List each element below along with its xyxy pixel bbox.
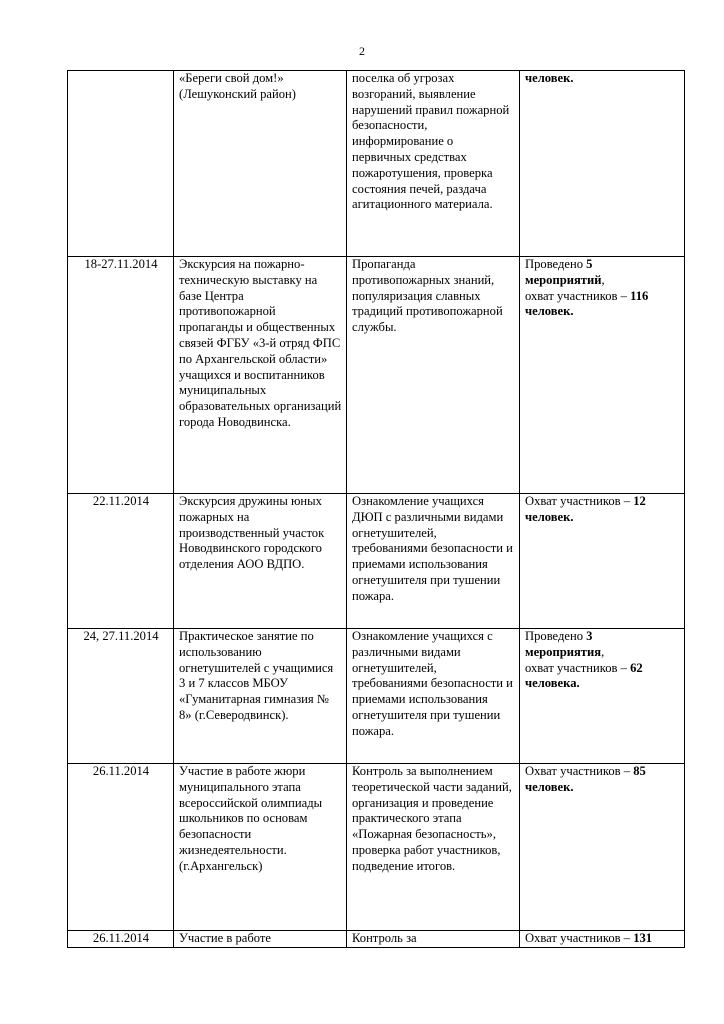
result-people: человек.: [525, 304, 574, 319]
content-cell: Контроль за: [347, 931, 520, 948]
result-people: человека.: [525, 676, 580, 691]
result-unit: мероприятий: [525, 272, 602, 287]
result-people: человек.: [525, 509, 574, 524]
date-cell: 26.11.2014: [68, 931, 174, 948]
content-cell: Контроль за выполнением теоретической части заданий, организация и проведение практического этапа «Пожарная безопасность», проверка работ участников, подведение итогов.: [347, 764, 520, 931]
date-cell: 26.11.2014: [68, 764, 174, 931]
result-unit: мероприятия: [525, 644, 602, 659]
table-row: [68, 71, 685, 257]
date-cell: 22.11.2014: [68, 494, 174, 629]
result-cell: [520, 764, 685, 931]
result-prefix: Проведено: [525, 257, 587, 271]
table-row: [68, 494, 685, 629]
date-cell: 18-27.11.2014: [68, 257, 174, 494]
event-cell: Участие в работе жюри муниципального этапа всероссийской олимпиады школьников по основам безопасности жизнедеятельности. (г.Архангельск): [174, 764, 347, 931]
result-cell: [520, 257, 685, 494]
result-count: 5: [586, 257, 593, 271]
coverage-label: охват участников –: [525, 288, 631, 303]
table-row: [68, 764, 685, 931]
coverage-value: 116: [630, 288, 649, 303]
result-unit-suffix: ,: [601, 272, 605, 287]
content-cell: поселка об угрозах возгораний, выявление нарушений правил пожарной безопасности, информирование о первичных средствах пожаротушения, проверка состояния печей, раздача агитационного материала.: [347, 71, 520, 257]
coverage-value: 62: [630, 660, 643, 675]
event-cell: «Береги свой дом!» (Лешуконский район): [174, 71, 347, 257]
coverage-value: 85: [633, 764, 646, 778]
page-number: 2: [359, 44, 365, 58]
content-cell: Ознакомление учащихся с различными видами огнетушителей, требованиями безопасности и приемами использования огнетушителя при тушении пожара.: [347, 629, 520, 764]
coverage-value: 131: [633, 931, 653, 945]
events-table: [67, 70, 685, 948]
coverage-value: 12: [633, 494, 646, 508]
result-cell: [520, 931, 685, 948]
content-cell: Ознакомление учащихся ДЮП с различными видами огнетушителей, требованиями безопасности и приемами использования огнетушителя при тушении пожара.: [347, 494, 520, 629]
coverage-label: охват участников –: [525, 660, 631, 675]
table-row: [68, 931, 685, 948]
result-unit-suffix: ,: [601, 644, 605, 659]
event-cell: Экскурсия дружины юных пожарных на производственный участок Новодвинского городского отделения АОО ВДПО.: [174, 494, 347, 629]
content-cell: Пропаганда противопожарных знаний, популяризация славных традиций противопожарной службы.: [347, 257, 520, 494]
event-cell: Участие в работе: [174, 931, 347, 948]
event-cell: Практическое занятие по использованию огнетушителей с учащимися 3 и 7 классов МБОУ «Гуманитарная гимназия № 8» (г.Северодвинск).: [174, 629, 347, 764]
result-count: 3: [586, 629, 593, 643]
date-cell: 24, 27.11.2014: [68, 629, 174, 764]
coverage-label: Охват участников –: [525, 931, 634, 945]
result-cell: [520, 71, 685, 257]
table-row: [68, 257, 685, 494]
result-people: человек.: [525, 779, 574, 794]
result-cell: [520, 629, 685, 764]
result-cell: [520, 494, 685, 629]
result-people: человек.: [525, 71, 574, 85]
event-cell: Экскурсия на пожарно-техническую выставку на базе Центра противопожарной пропаганды и общественных связей ФГБУ «3-й отряд ФПС по Архангельской области» учащихся и воспитанников муниципальных образовательных организаций города Новодвинска.: [174, 257, 347, 494]
coverage-label: Охват участников –: [525, 764, 634, 778]
table-row: [68, 629, 685, 764]
date-cell: [68, 71, 174, 257]
result-prefix: Проведено: [525, 629, 587, 643]
coverage-label: Охват участников –: [525, 494, 634, 508]
